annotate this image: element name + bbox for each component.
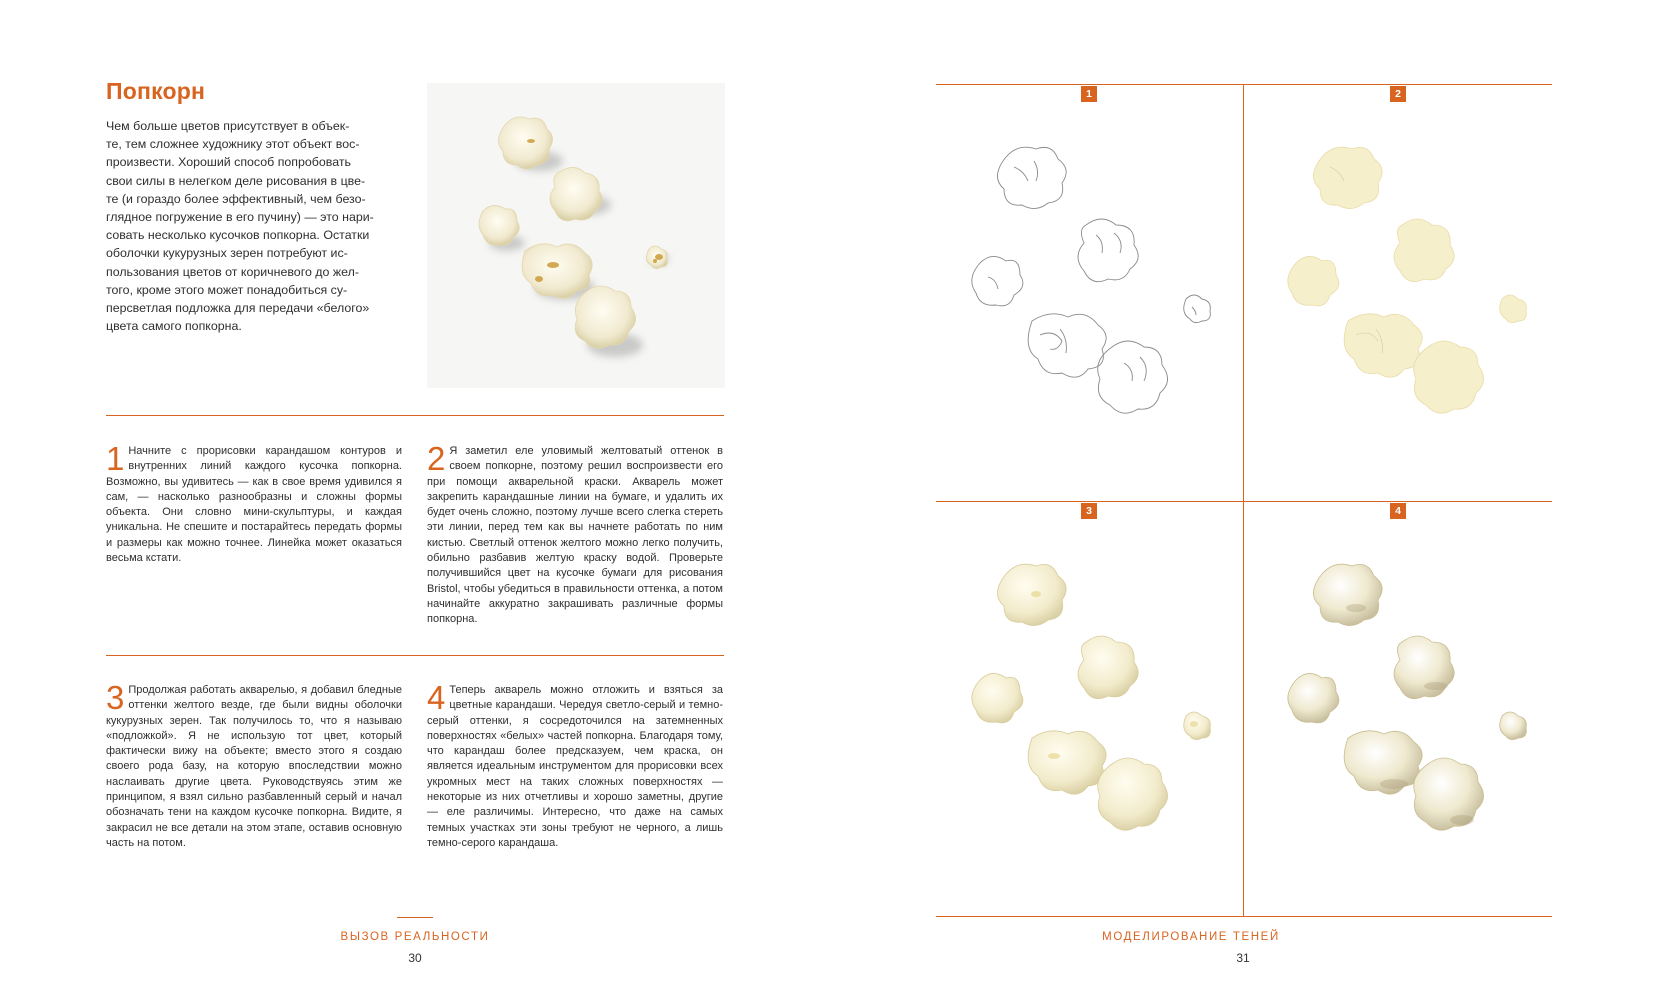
finished-drawing — [1244, 502, 1552, 916]
step-3 — [106, 679, 402, 851]
step-number: 3 — [106, 679, 125, 716]
step-4 — [427, 679, 723, 851]
step-text: Продолжая работать акварелью, я добавил бледные оттенки желтого везде, где были видны оболочки кукурузных зерен. Так получилось то, что я называю «подложкой». Я не использую тот цвет, который фактически вижу на объекте; вместо этого я создаю своего рода базу, на которую впоследствии можно наслаивать другие цвета. Руководствуясь этим же принципом, я взял сильно разбавленный серый и начал обозначать тени на каждом кусочке попкорна. Видите, я закрасил не все детали на этом этапе, оставив основную часть на потом. — [106, 684, 402, 849]
panel-number-badge: 2 — [1390, 86, 1406, 102]
page-number: 30 — [408, 951, 422, 965]
intro-line: пользования цветов от коричневого до жел- — [106, 264, 359, 279]
step-text: Начните с прорисовки карандашом контуров и внутренних линий каждого кусочка попкорна. Возможно, вы удивитесь — как в свое время удивился я сам, — насколько разнообразны и сложны формы объекта. Они словно мини-скульптуры, и каждая уникальна. Не спешите и постарайтесь передать формы и размеры как можно точнее. Линейка может оказаться весьма кстати. — [106, 445, 402, 565]
step-text: Теперь акварель можно отложить и взяться за цветные карандаши. Чередуя светло-серый и темно-серый оттенки, я сосредоточился на затемненных поверхностях «белых» частей попкорна. Благодаря тому, что карандаш более предсказуем, чем краска, он является идеальным инструментом для прорисовки всех укромных мест на таких сложных поверхностях — некоторые из них отчетливы и хорошо заметны, другие — еле различимы. Интересно, что даже на самых темных участках эти зоны требуют не черного, а лишь темно-серого карандаша. — [427, 684, 723, 849]
running-footer: ВЫЗОВ РЕАЛЬНОСТИ — [340, 931, 490, 943]
panel-2 — [1244, 85, 1552, 501]
pencil-sketch-drawing — [936, 85, 1243, 501]
intro-line: глядное погружение в его пучину) — это нари- — [106, 210, 374, 225]
panel-number-badge: 4 — [1390, 503, 1406, 519]
panel-number-badge: 3 — [1081, 503, 1097, 519]
step-text: Я заметил еле уловимый желтоватый оттенок в своем попкорне, поэтому решил воспроизвести его при помощи акварельной краски. Акварель может закрепить карандашные линии на бумаге, и удалить их будет очень сложно, поэтому лучше всего слегка стереть эти линии, перед тем как вы начнете работать по ним кистью. Светлый оттенок желтого можно легко получить, обильно разбавив желтую краску водой. Проверьте получившийся цвет на кусочке бумаги для рисования Bristol, чтобы убедиться в правильности оттенка, а потом начинайте аккуратно закрашивать различные формы попкорна. — [427, 445, 723, 626]
right-page — [830, 0, 1659, 1000]
intro-line: свои силы в нелегком деле рисования в цве- — [106, 173, 366, 188]
shading-stage-drawing — [936, 502, 1243, 916]
popcorn-photo-image — [427, 83, 725, 388]
step-1 — [106, 440, 402, 566]
page-title: Попкорн — [106, 78, 206, 104]
grid-line — [936, 916, 1552, 917]
intro-text — [106, 117, 406, 335]
watercolor-wash-drawing — [1244, 85, 1552, 501]
section-divider — [106, 415, 724, 416]
step-number: 4 — [427, 679, 446, 716]
intro-line: цвета самого попкорна. — [106, 319, 242, 334]
intro-line: Чем больше цветов присутствует в объек- — [106, 119, 350, 133]
step-number: 2 — [427, 440, 446, 477]
intro-line: оболочки кукурузных зерен потребуют ис- — [106, 246, 348, 261]
step-number: 1 — [106, 440, 125, 477]
panel-4 — [1244, 502, 1552, 916]
running-footer: МОДЕЛИРОВАНИЕ ТЕНЕЙ — [1102, 931, 1280, 943]
steps-grid — [936, 84, 1552, 917]
intro-line: те, тем сложнее художнику этот объект вос- — [106, 137, 360, 152]
panel-1 — [936, 85, 1243, 501]
intro-line: произвести. Хороший способ попробовать — [106, 155, 351, 170]
section-divider — [106, 655, 724, 656]
panel-3 — [936, 502, 1243, 916]
intro-line: персветлая подложка для передачи «белого» — [106, 301, 370, 316]
intro-line: совать несколько кусочков попкорна. Остатки — [106, 228, 370, 243]
footer-divider — [397, 917, 433, 918]
panel-number-badge: 1 — [1081, 86, 1097, 102]
intro-line: того, кроме этого может понадобиться су- — [106, 282, 348, 297]
intro-line: те (и гораздо более эффективный, чем безо- — [106, 191, 366, 206]
popcorn-photo — [427, 83, 725, 388]
step-2 — [427, 440, 723, 628]
page-number: 31 — [1236, 951, 1250, 965]
